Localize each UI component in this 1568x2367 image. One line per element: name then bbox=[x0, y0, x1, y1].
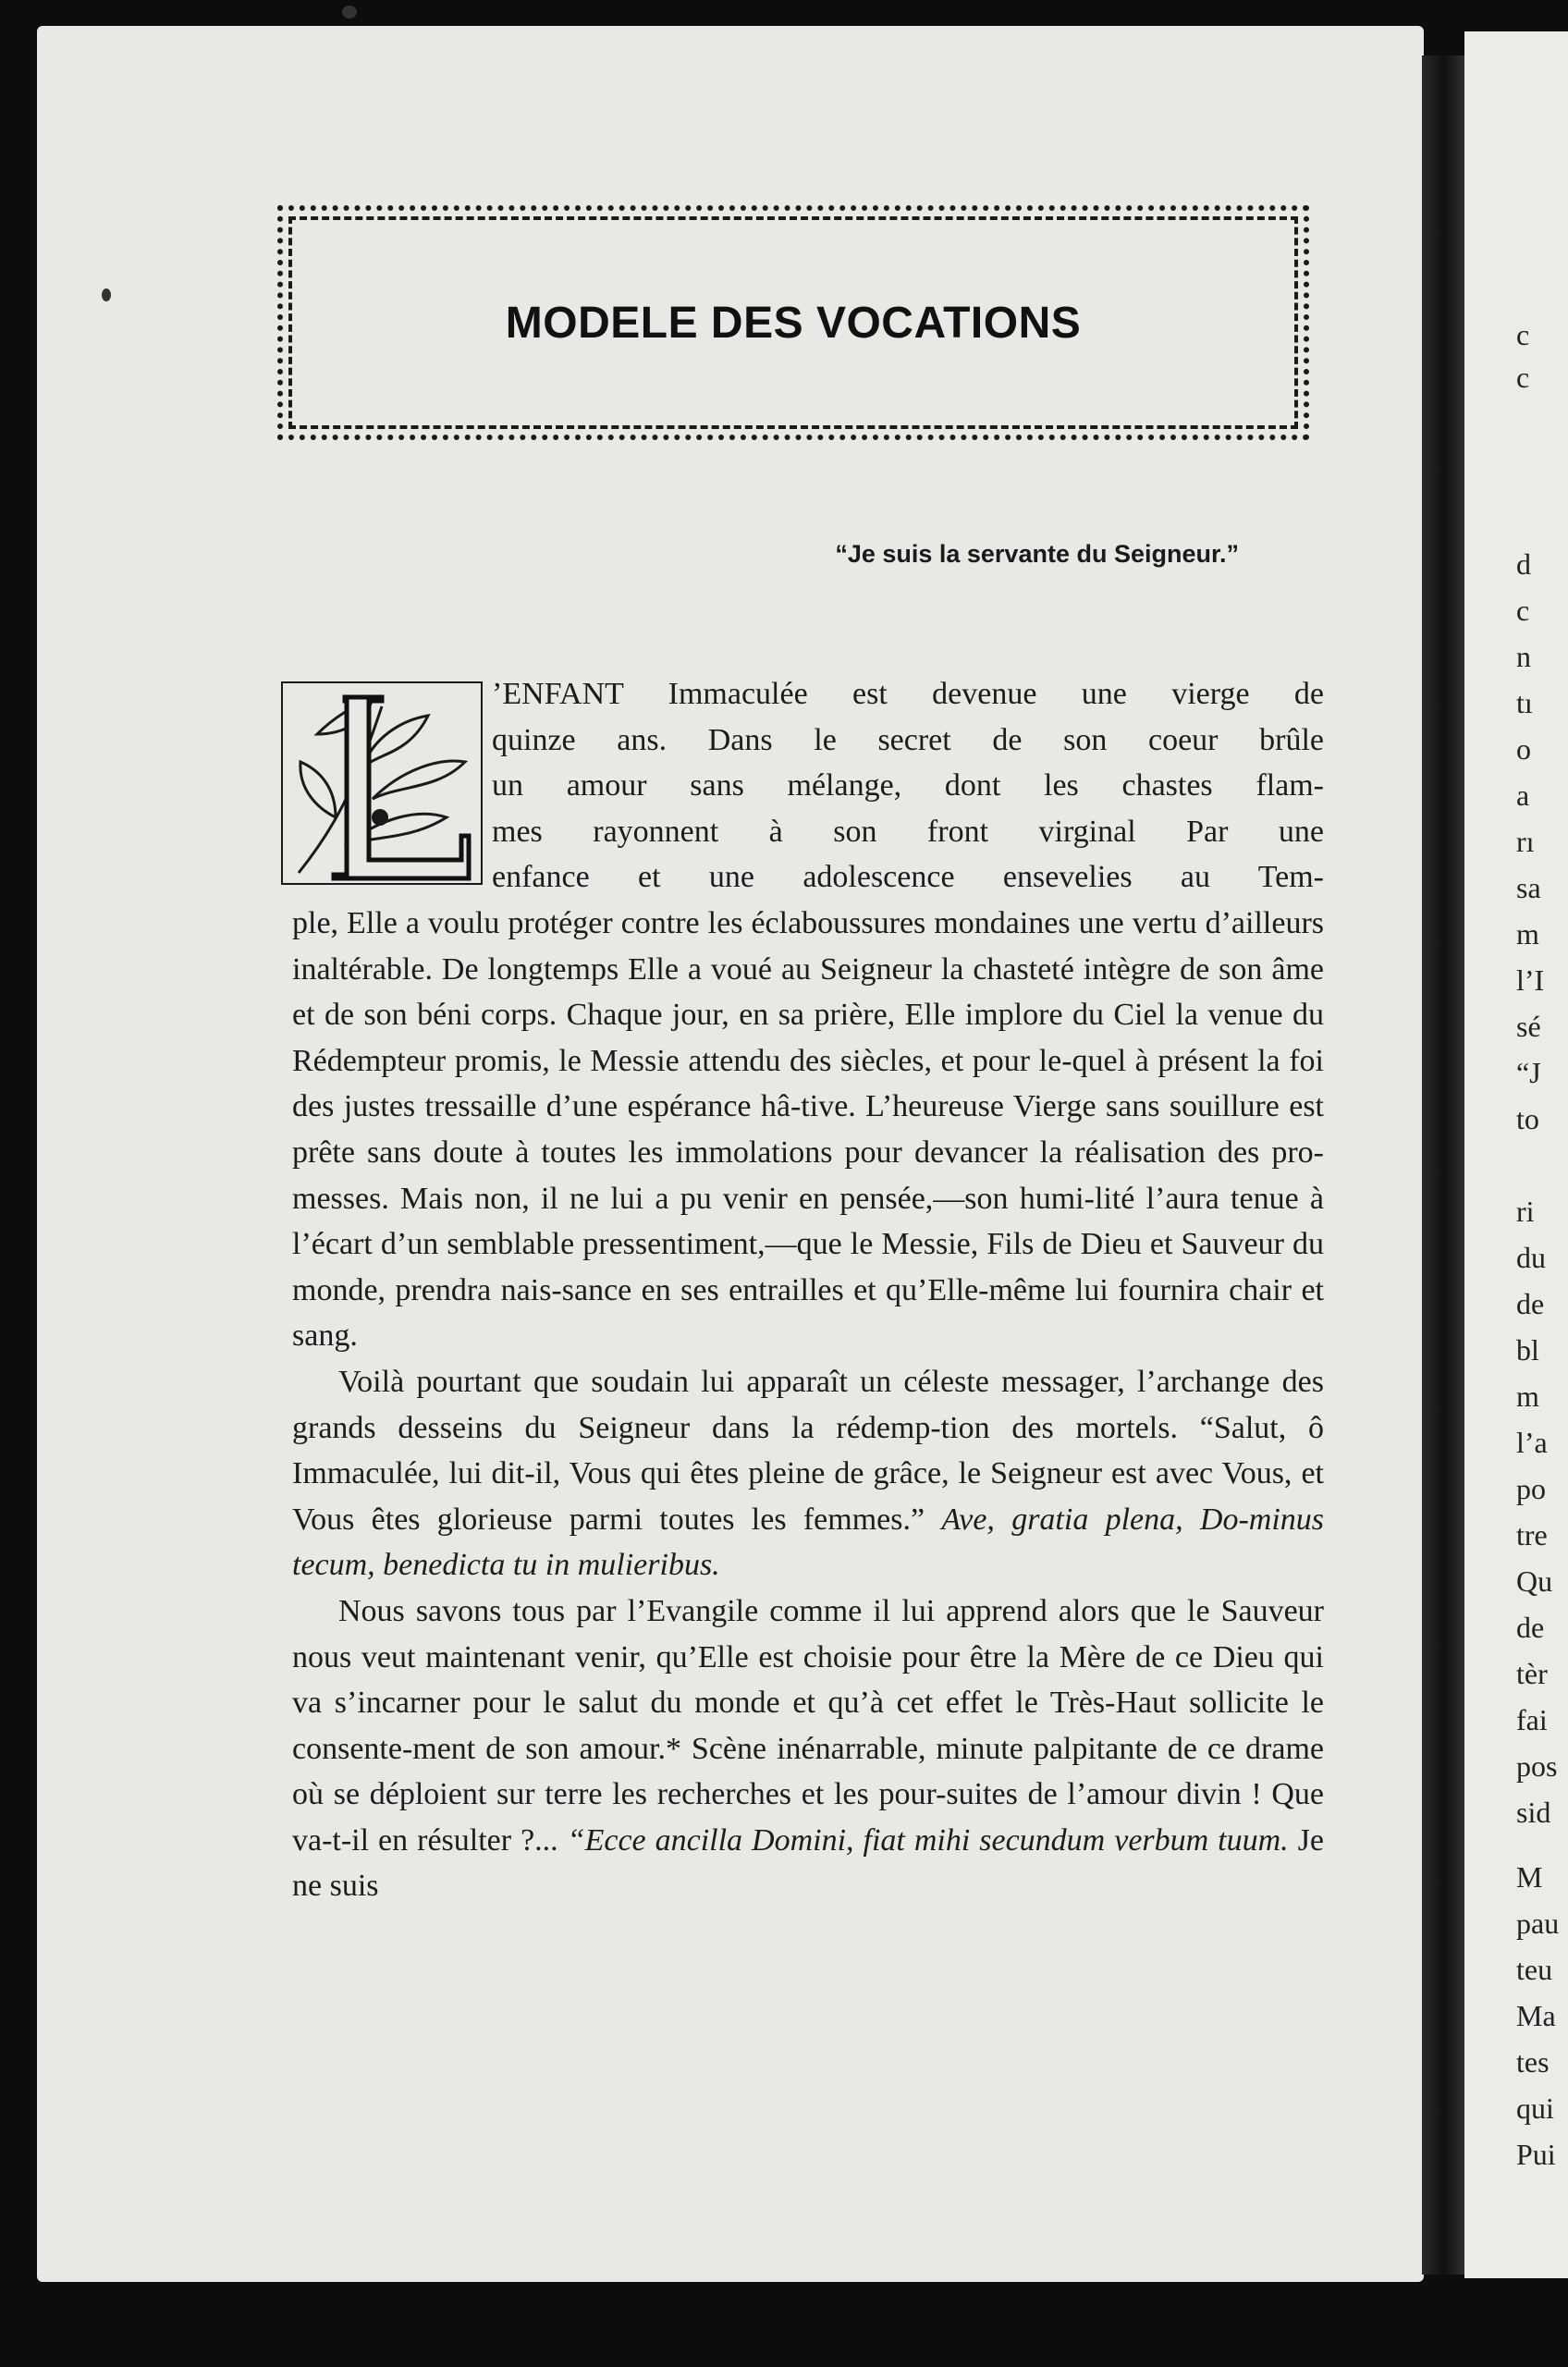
text-line: un amour sans mélange, dont les chastes flam- bbox=[492, 768, 1324, 803]
text-line: ’ENFANT Immaculée est devenue une vierge de bbox=[492, 677, 1324, 711]
paragraph-2 bbox=[292, 1359, 1324, 1588]
text-line: enfance et une adolescence ensevelies au Tem- bbox=[492, 860, 1324, 895]
paragraph-3-end: Je ne suis bbox=[292, 1822, 1325, 1904]
ornamental-drop-cap bbox=[280, 679, 484, 888]
book-gutter bbox=[1422, 55, 1466, 2275]
epigraph: “Je suis la servante du Seigneur.” bbox=[835, 540, 1239, 568]
page-title: MODELE DES VOCATIONS bbox=[505, 298, 1082, 348]
latin-quote: “Ecce ancilla Domini, fiat mihi secundum verbum tuum. bbox=[567, 1822, 1289, 1858]
lead-paragraph-lines bbox=[492, 671, 1324, 901]
dust-speck bbox=[102, 288, 111, 301]
paragraph-1-continued: ple, Elle a voulu protéger contre les éclaboussures mondaines une vertu d’ailleurs inaltérable. De longtemps Elle a voué au Seigneur la chasteté intègre de son âme et de son béni corps. Chaque jour, en sa prière, Elle implore du Ciel la venue du Rédempteur promis, le Messie attendu des siècles, et pour le-quel à présent la foi des justes tressaille d’une espérance hâ-tive. L’heureuse Vierge sans souillure est prête sans doute à toutes les immolations pour devancer la réalisation des pro-messes. Mais non, il ne lui a pu venir en pensée,—son humi-lité l’aura tenue à l’écart d’un semblable pressentiment,—que le Messie, Fils de Dieu et Sauveur du monde, prendra nais-sance en ses entrailles et qu’Elle-même lui fournira chair et sang. bbox=[292, 906, 1324, 1354]
latin-quote: Ave, gratia plena, Do-minus tecum, benedicta tu in mulieribus. bbox=[292, 1502, 1325, 1583]
oak-leaf-letter-l-icon bbox=[280, 679, 484, 888]
text-line: mes rayonnent à son front virginal Par une bbox=[492, 814, 1324, 849]
body-text bbox=[292, 901, 1324, 1909]
dust-speck bbox=[342, 6, 357, 18]
text-line: quinze ans. Dans le secret de son coeur brûle bbox=[492, 722, 1324, 757]
paragraph-3 bbox=[292, 1588, 1324, 1909]
paragraph-3-text: Nous savons tous par l’Evangile comme il lui apprend alors que le Sauveur nous veut maintenant venir, qu’Elle est choisie pour être la Mère de ce Dieu qui va s’incarner pour le salut du monde et qu’à cet effet le Très-Haut sollicite le consente-ment de son amour.* Scène inénarrable, minute palpitante de ce drame où se déploient sur terre les recherches et les pour-suites de l’amour divin ! Que va-t-il en résulter ?... bbox=[292, 1593, 1324, 1858]
paragraph-2-text: Voilà pourtant que soudain lui apparaît un céleste messager, l’archange des grands desseins du Seigneur dans la rédemp-tion des mortels. “Salut, ô Immaculée, lui dit-il, Vous qui êtes pleine de grâce, le Seigneur est avec Vous, et Vous êtes glorieuse parmi toutes les femmes.” bbox=[292, 1364, 1324, 1537]
